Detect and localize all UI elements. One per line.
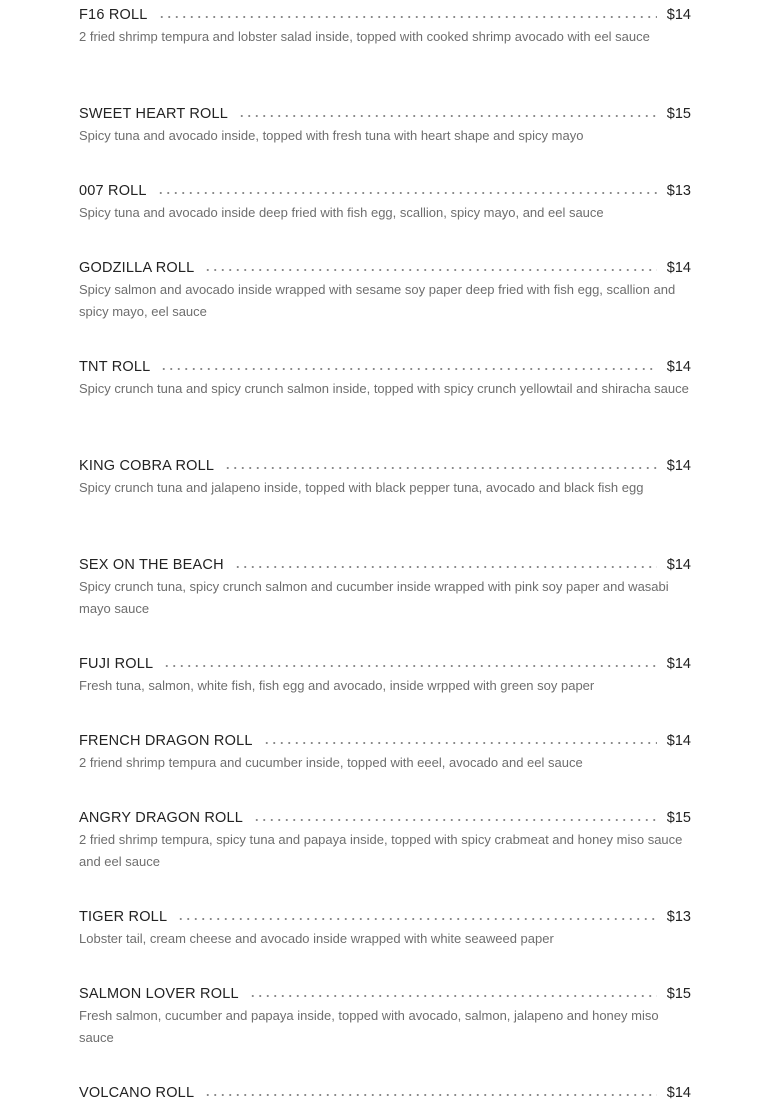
menu-item — [79, 455, 691, 554]
menu-item-price: $14 — [666, 1085, 691, 1101]
menu-item-name: KING COBRA ROLL — [79, 458, 215, 474]
dotted-leader — [263, 740, 657, 746]
dotted-leader — [177, 916, 657, 922]
menu-item — [79, 983, 691, 1082]
menu-item-description: Spicy salmon and avocado inside wrapped with sesame soy paper deep fried with fish egg, scallion and spicy mayo, eel sauce — [79, 282, 676, 319]
menu-item-description: Spicy tuna and avocado inside, topped with fresh tuna with heart shape and spicy mayo — [79, 128, 584, 143]
menu-item-header — [79, 730, 691, 752]
menu-item-header — [79, 653, 691, 675]
menu-item — [79, 103, 691, 180]
menu-item-name: VOLCANO ROLL — [79, 1085, 195, 1101]
menu-item-header — [79, 103, 691, 125]
menu-item-description: 2 fried shrimp tempura, spicy tuna and papaya inside, topped with spicy crabmeat and honey miso sauce and eel sauce — [79, 832, 683, 869]
menu-item-price: $13 — [666, 183, 691, 199]
menu-item-header — [79, 1082, 691, 1104]
menu-item-description: Spicy crunch tuna and spicy crunch salmon inside, topped with spicy crunch yellowtail and shiracha sauce — [79, 381, 689, 396]
menu-item-description: Fresh tuna, salmon, white fish, fish egg and avocado, inside wrpped with green soy paper — [79, 678, 595, 693]
menu-item — [79, 653, 691, 730]
menu-item — [79, 1082, 691, 1104]
dotted-leader — [253, 817, 657, 823]
menu-item-name: SEX ON THE BEACH — [79, 557, 224, 573]
menu-item-price: $14 — [666, 557, 691, 573]
menu-item-description: Spicy crunch tuna, spicy crunch salmon and cucumber inside wrapped with pink soy paper and wasabi mayo sauce — [79, 579, 669, 616]
menu-item-header — [79, 455, 691, 477]
menu-item-price: $15 — [666, 810, 691, 826]
dotted-leader — [204, 267, 656, 273]
menu-item-price: $14 — [666, 656, 691, 672]
menu-item-name: GODZILLA ROLL — [79, 260, 195, 276]
menu-item-description: 2 fried shrimp tempura and lobster salad inside, topped with cooked shrimp avocado with eel sauce — [79, 29, 650, 44]
menu-item-name: F16 ROLL — [79, 7, 148, 23]
menu-item-name: SWEET HEART ROLL — [79, 106, 229, 122]
menu-item — [79, 356, 691, 455]
menu-item-header — [79, 356, 691, 378]
dotted-leader — [234, 564, 657, 570]
dotted-leader — [204, 1092, 657, 1098]
menu-item-header — [79, 180, 691, 202]
menu-item-header — [79, 554, 691, 576]
menu-item-header — [79, 807, 691, 829]
menu-item-price: $15 — [666, 986, 691, 1002]
menu-item-price: $14 — [666, 260, 691, 276]
menu-item-description: Spicy crunch tuna and jalapeno inside, topped with black pepper tuna, avocado and black fish egg — [79, 480, 644, 495]
menu-item-description: Fresh salmon, cucumber and papaya inside, topped with avocado, salmon, jalapeno and honey miso sauce — [79, 1008, 659, 1045]
menu-item-header — [79, 4, 691, 26]
menu-item-name: 007 ROLL — [79, 183, 147, 199]
menu-item — [79, 906, 691, 983]
menu-item — [79, 180, 691, 257]
menu-item-name: FUJI ROLL — [79, 656, 154, 672]
menu-item-name: FRENCH DRAGON ROLL — [79, 733, 253, 749]
menu-item-price: $14 — [666, 7, 691, 23]
menu-item — [79, 807, 691, 906]
dotted-leader — [224, 465, 657, 471]
menu-item-header — [79, 983, 691, 1005]
menu-item-price: $14 — [666, 733, 691, 749]
dotted-leader — [158, 14, 657, 20]
menu-item-name: TNT ROLL — [79, 359, 151, 375]
menu-item-name: SALMON LOVER ROLL — [79, 986, 239, 1002]
menu-item-name: ANGRY DRAGON ROLL — [79, 810, 244, 826]
menu-item-price: $13 — [666, 909, 691, 925]
menu-list — [79, 4, 691, 1104]
menu-item-header — [79, 257, 691, 279]
dotted-leader — [160, 366, 656, 372]
dotted-leader — [249, 993, 657, 999]
menu-item — [79, 554, 691, 653]
menu-item-header — [79, 906, 691, 928]
menu-item-price: $14 — [666, 458, 691, 474]
menu-item-price: $14 — [666, 359, 691, 375]
menu-item-description: Spicy tuna and avocado inside deep fried with fish egg, scallion, spicy mayo, and eel sauce — [79, 205, 604, 220]
menu-item-name: TIGER ROLL — [79, 909, 168, 925]
menu-item-description: Lobster tail, cream cheese and avocado inside wrapped with white seaweed paper — [79, 931, 554, 946]
menu-item — [79, 257, 691, 356]
menu-item-price: $15 — [666, 106, 691, 122]
menu-item — [79, 4, 691, 103]
dotted-leader — [238, 113, 657, 119]
menu-item-description: 2 friend shrimp tempura and cucumber inside, topped with eeel, avocado and eel sauce — [79, 755, 583, 770]
menu-item — [79, 730, 691, 807]
dotted-leader — [157, 190, 657, 196]
dotted-leader — [163, 663, 656, 669]
